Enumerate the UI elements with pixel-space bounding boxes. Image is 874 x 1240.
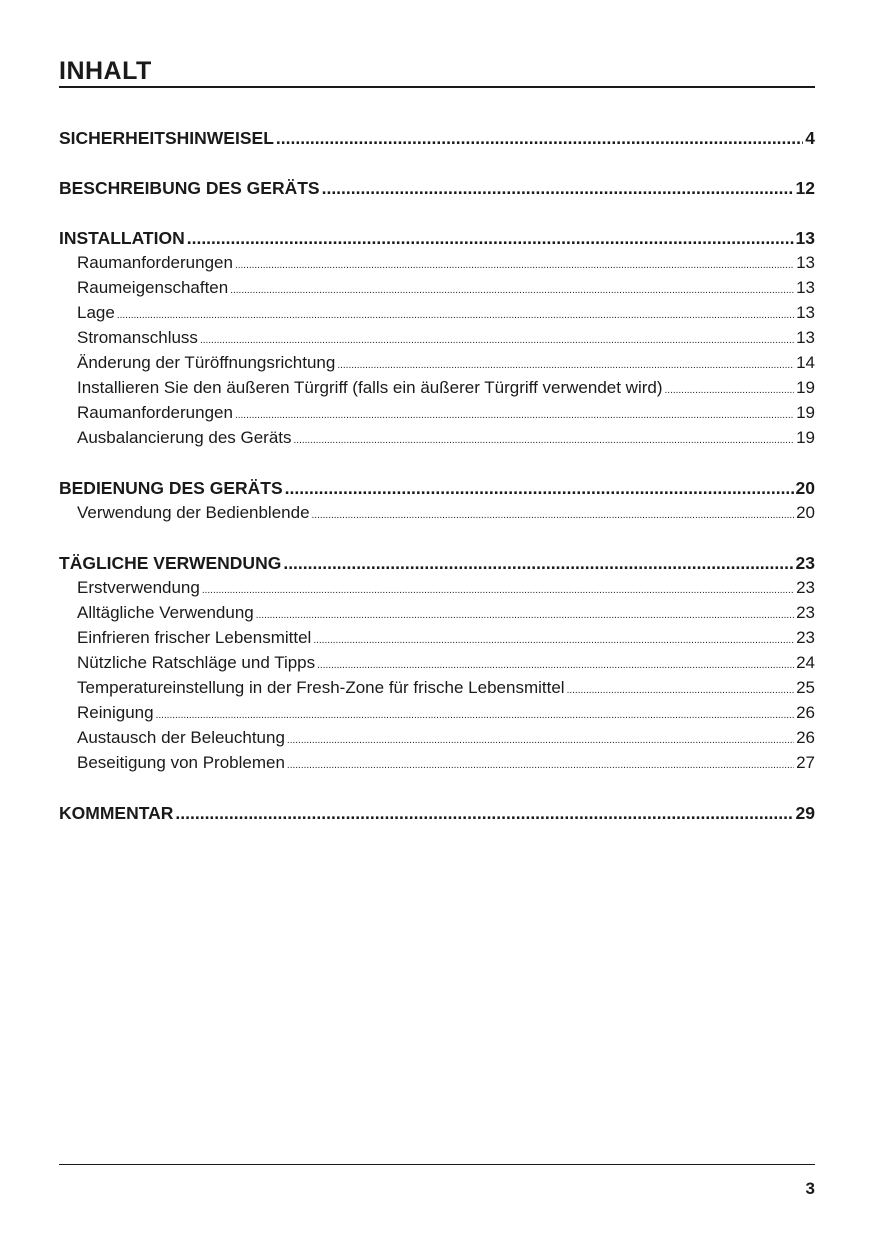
toc-section-taegliche-verwendung[interactable] <box>59 551 815 575</box>
toc-page-number: 23 <box>796 603 815 622</box>
toc-item-label: Verwendung der Bedienblende <box>77 503 310 522</box>
toc-page-number: 13 <box>796 328 815 347</box>
toc-page-number: 19 <box>796 378 815 397</box>
dot-leader <box>337 351 794 378</box>
toc-page-number: 19 <box>796 403 815 422</box>
toc-item-temperatureinstellung[interactable] <box>59 676 815 700</box>
toc-section-bedienung[interactable] <box>59 476 815 500</box>
toc-page-number: 12 <box>795 178 815 198</box>
toc-item-stromanschluss[interactable] <box>59 326 815 350</box>
toc-page-number: 20 <box>795 478 815 498</box>
dot-leader <box>567 676 795 703</box>
toc-item-label: Reinigung <box>77 703 154 722</box>
dot-leader <box>200 326 794 353</box>
dot-leader <box>317 651 794 678</box>
dot-leader <box>285 476 794 500</box>
toc-page-number: 13 <box>796 278 815 297</box>
toc-page-number: 25 <box>796 678 815 697</box>
toc-page-number: 20 <box>796 503 815 522</box>
toc-item-label: Erstverwendung <box>77 578 200 597</box>
toc-page-number: 13 <box>795 228 815 248</box>
toc-item-label: Raumanforderungen <box>77 253 233 272</box>
toc-page-number: 14 <box>796 353 815 372</box>
footer-divider <box>59 1164 815 1165</box>
dot-leader <box>230 276 794 303</box>
toc-item-probleme[interactable] <box>59 751 815 775</box>
toc-page-number: 23 <box>796 628 815 647</box>
dot-leader <box>156 701 795 728</box>
toc-item-label: Raumeigenschaften <box>77 278 229 297</box>
toc-page-number: 26 <box>796 703 815 722</box>
dot-leader <box>294 426 795 453</box>
toc-item-label: Beseitigung von Problemen <box>77 753 285 772</box>
dot-leader <box>235 251 794 278</box>
dot-leader <box>202 576 794 603</box>
page-title: INHALT <box>59 57 152 85</box>
toc-item-beleuchtung[interactable] <box>59 726 815 750</box>
dot-leader <box>312 501 795 528</box>
toc-item-label: Alltägliche Verwendung <box>77 603 254 622</box>
toc-page-number: 24 <box>796 653 815 672</box>
toc-section-kommentar[interactable] <box>59 801 815 825</box>
toc-item-label: Austausch der Beleuchtung <box>77 728 285 747</box>
toc-page-number: 23 <box>795 553 815 573</box>
toc-item-label: Installieren Sie den äußeren Türgriff (falls ein äußerer Türgriff verwendet wird) <box>77 378 663 397</box>
dot-leader <box>287 751 794 778</box>
toc-section-label: BESCHREIBUNG DES GERÄTS <box>59 178 320 198</box>
dot-leader <box>175 801 793 825</box>
toc-item-label: Lage <box>77 303 115 322</box>
toc-item-label: Temperatureinstellung in der Fresh-Zone für frische Lebensmittel <box>77 678 565 697</box>
dot-leader <box>287 726 794 753</box>
toc-item-einfrieren[interactable] <box>59 626 815 650</box>
toc-item-raumanforderungen-2[interactable] <box>59 401 815 425</box>
dot-leader <box>187 226 794 250</box>
dot-leader <box>313 626 794 653</box>
toc-section-sicherheitshinweise[interactable] <box>59 126 815 150</box>
toc-page-number: 27 <box>796 753 815 772</box>
toc-item-label: Änderung der Türöffnungsrichtung <box>77 353 336 372</box>
toc-section-label: BEDIENUNG DES GERÄTS <box>59 478 283 498</box>
toc-item-bedienblende[interactable] <box>59 501 815 525</box>
toc-item-reinigung[interactable] <box>59 701 815 725</box>
dot-leader <box>283 551 793 575</box>
footer-page-number: 3 <box>805 1179 815 1198</box>
toc-page-number: 13 <box>796 303 815 322</box>
dot-leader <box>276 126 803 150</box>
toc-item-label: Nützliche Ratschläge und Tipps <box>77 653 316 672</box>
toc-item-label: Raumanforderungen <box>77 403 233 422</box>
dot-leader <box>665 376 795 403</box>
toc-item-tuergriff[interactable] <box>59 376 815 400</box>
toc-page-number: 26 <box>796 728 815 747</box>
toc-item-erstverwendung[interactable] <box>59 576 815 600</box>
title-divider <box>59 86 815 88</box>
toc-page-number: 13 <box>796 253 815 272</box>
toc-item-alltaegliche-verwendung[interactable] <box>59 601 815 625</box>
toc-section-installation[interactable] <box>59 226 815 250</box>
toc-section-label: SICHERHEITSHINWEISEL <box>59 128 274 148</box>
toc-item-tueroeffnungsrichtung[interactable] <box>59 351 815 375</box>
toc-page-number: 23 <box>796 578 815 597</box>
toc-page-number: 19 <box>796 428 815 447</box>
dot-leader <box>322 176 794 200</box>
dot-leader <box>117 301 794 328</box>
toc-section-label: KOMMENTAR <box>59 803 174 823</box>
toc-page-number: 29 <box>795 803 815 823</box>
toc-item-ausbalancierung[interactable] <box>59 426 815 450</box>
toc-section-beschreibung[interactable] <box>59 176 815 200</box>
toc-section-label: TÄGLICHE VERWENDUNG <box>59 553 282 573</box>
toc-section-label: INSTALLATION <box>59 228 185 248</box>
toc-item-label: Stromanschluss <box>77 328 198 347</box>
toc-page-number: 4 <box>805 128 815 148</box>
toc-item-raumeigenschaften[interactable] <box>59 276 815 300</box>
toc-item-raumanforderungen[interactable] <box>59 251 815 275</box>
dot-leader <box>256 601 794 628</box>
toc-item-label: Ausbalancierung des Geräts <box>77 428 292 447</box>
dot-leader <box>235 401 794 428</box>
toc-item-ratschlaege[interactable] <box>59 651 815 675</box>
toc-item-label: Einfrieren frischer Lebensmittel <box>77 628 312 647</box>
toc-item-lage[interactable] <box>59 301 815 325</box>
